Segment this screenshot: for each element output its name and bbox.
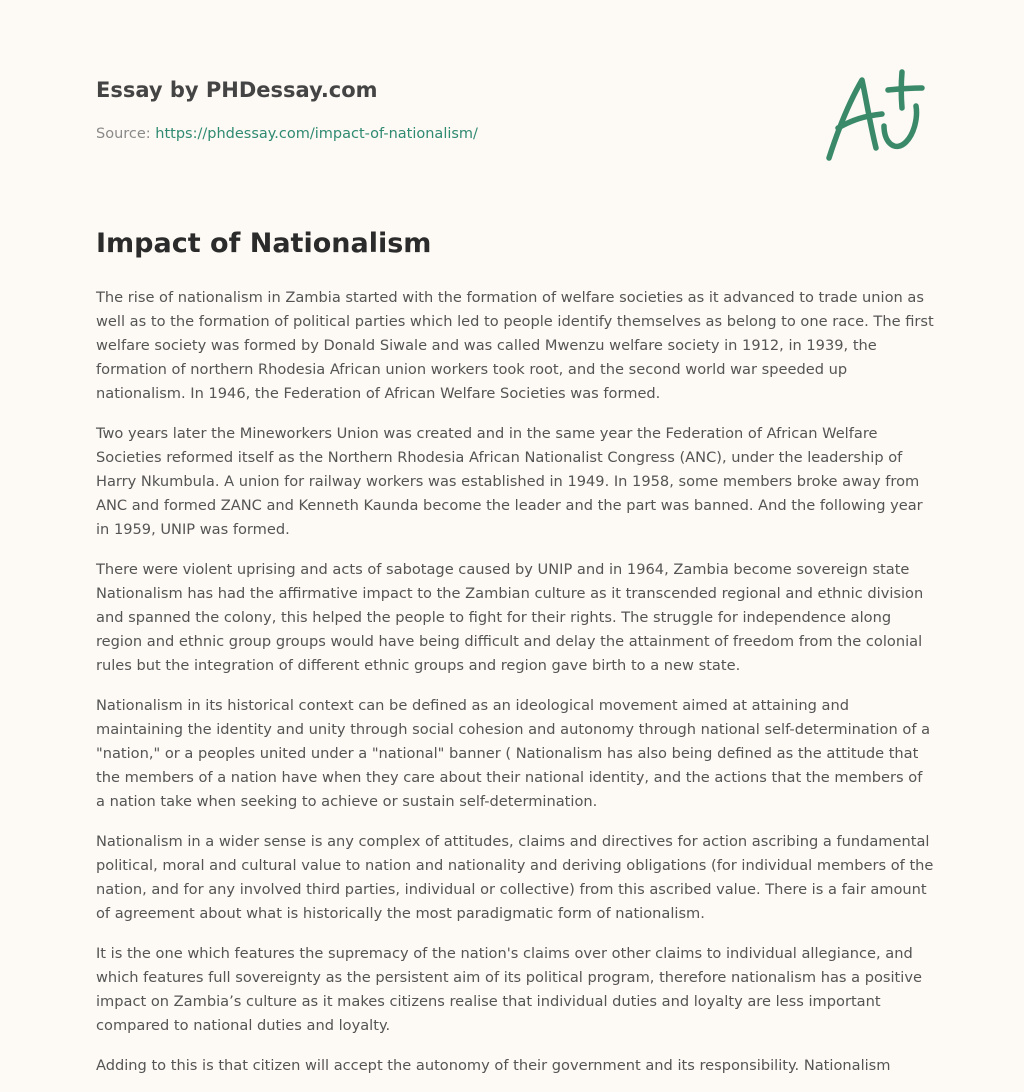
- source-label: Source:: [96, 126, 151, 142]
- essay-paragraph: Adding to this is that citizen will accept the autonomy of their government and its responsibility. Nationalism: [96, 1057, 891, 1074]
- source-line: [96, 124, 796, 144]
- essay-title: Impact of Nationalism: [96, 228, 432, 259]
- essay-paragraph: The rise of nationalism in Zambia started with the formation of welfare societies as it advanced to trade union as well as to the formation of political parties which led to people identify themselves as belong to one race. The first welfare society was formed by Donald Siwale and was called Mwenzu welfare society in 1912, in 1939, the formation of northern Rhodesia African union workers took root, and the second world war speeded up nationalism. In 1946, the Federation of African Welfare Societies was formed.: [96, 289, 934, 402]
- a-plus-logo-icon: [818, 68, 930, 168]
- essay-paragraph: Nationalism in its historical context can be defined as an ideological movement aimed at attaining and maintaining the identity and unity through social cohesion and autonomy through national self-determination of a "nation," or a peoples united under a "national" banner ( Nationalism has also being defined as the attitude that the members of a nation have when they care about their national identity, and the actions that the members of a nation take when seeking to achieve or sustain self-determination.: [96, 697, 931, 810]
- essay-paragraph: There were violent uprising and acts of sabotage caused by UNIP and in 1964, Zambia become sovereign state Nationalism has had the affirmative impact to the Zambian culture as it transcended regional and ethnic division and spanned the colony, this helped the people to fight for their rights. The struggle for independence along region and ethnic group groups would have being difficult and delay the attainment of freedom from the colonial rules but the integration of different ethnic groups and region gave birth to a new state.: [96, 561, 924, 674]
- essay-paragraph: Nationalism in a wider sense is any complex of attitudes, claims and directives for action ascribing a fundamental political, moral and cultural value to nation and nationality and deriving obligations (for individual members of the nation, and for any involved third parties, individual or collective) from this ascribed value. There is a fair amount of agreement about what is historically the most paradigmatic form of nationalism.: [96, 833, 934, 922]
- essay-paragraph: It is the one which features the supremacy of the nation's claims over other claims to individual allegiance, and which features full sovereignty as the persistent aim of its political program, therefore nationalism has a positive impact on Zambia’s culture as it makes citizens realise that individual duties and loyalty are less important compared to national duties and loyalty.: [96, 945, 922, 1034]
- page-header: [96, 76, 796, 144]
- essay-paragraph: Two years later the Mineworkers Union was created and in the same year the Federation of African Welfare Societies reformed itself as the Northern Rhodesia African Nationalist Congress (ANC), under the leadership of Harry Nkumbula. A union for railway workers was established in 1949. In 1958, some members broke away from ANC and formed ZANC and Kenneth Kaunda become the leader and the part was banned. And the following year in 1959, UNIP was formed.: [96, 425, 923, 538]
- essay-body: [96, 286, 934, 1092]
- source-link[interactable]: https://phdessay.com/impact-of-nationalism/: [155, 126, 478, 142]
- site-title: Essay by PHDessay.com: [96, 78, 378, 102]
